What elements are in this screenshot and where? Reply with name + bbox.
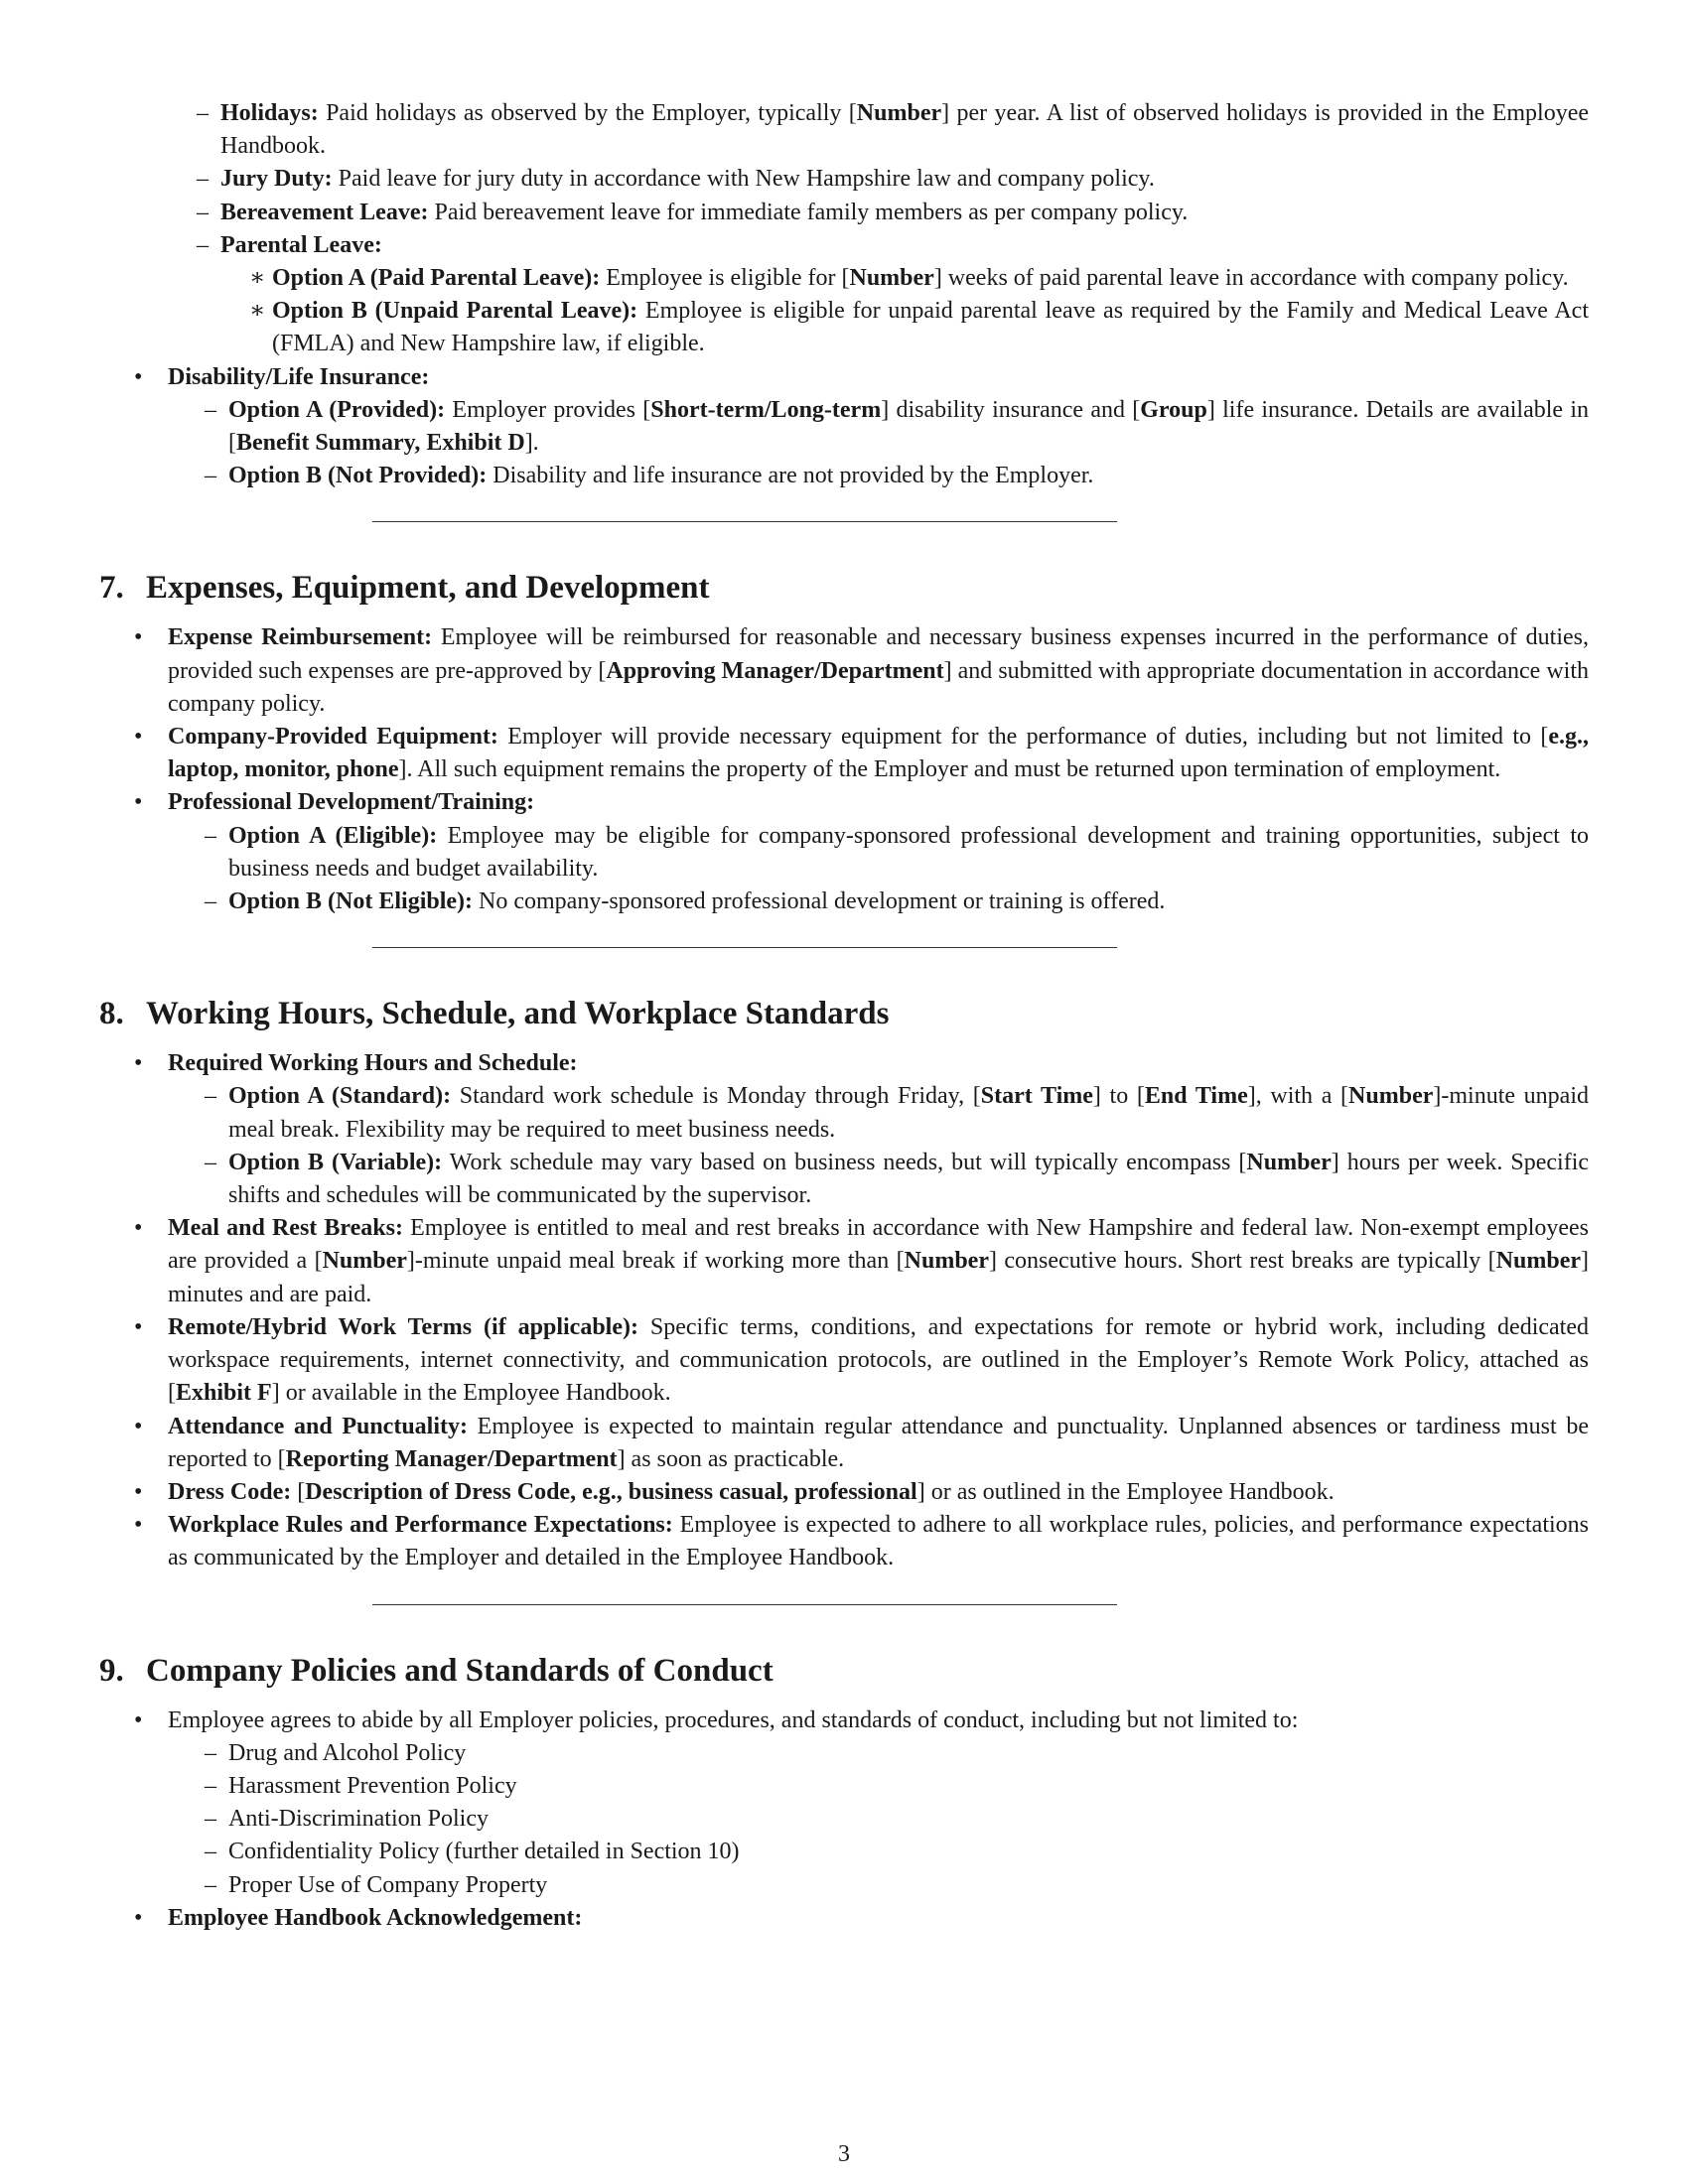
list-item: – Option B (Variable): Work schedule may vary based on business needs, but will typically encompass [Number] hours per week. Specific shifts and schedules will be communicated by the supervisor. (168, 1147, 1589, 1212)
section-heading: 7. Expenses, Equipment, and Development (99, 570, 710, 607)
list-item: • Workplace Rules and Performance Expectations: Employee is expected to adhere to all workplace rules, policies, and performance expectations as communicated by the Employer and detailed in the Employee Handbook. (99, 1509, 1589, 1574)
disability-options (168, 394, 1589, 493)
page-number: 3 (838, 2141, 850, 2167)
list-item: – Parental Leave: ∗ Option A (Paid Parental Leave): Employee is eligible for [Number] weeks of paid parental leave in accordance with company policy. ∗ Option B (Unpaid Parental Leave): Employee is eligible for unpaid parental leave as required by the Family and Medical Leave Act (FMLA) and New Hampshire law, if eligible. (160, 229, 1589, 361)
list-item: – Confidentiality Policy (further detailed in Section 10) (168, 1836, 1589, 1868)
list-item: ∗ Option A (Paid Parental Leave): Employee is eligible for [Number] weeks of paid parental leave in accordance with company policy. (220, 262, 1589, 295)
list-item: – Option A (Eligible): Employee may be eligible for company-sponsored professional development and training opportunities, subject to business needs and budget availability. (168, 820, 1589, 886)
list-item: • Professional Development/Training: – Option A (Eligible): Employee may be eligible for company-sponsored professional development and training opportunities, subject to business needs and budget availability. – Option B (Not Eligible): No company-sponsored professional development or training is offered. (99, 786, 1589, 918)
section-heading: 9. Company Policies and Standards of Conduct (99, 1652, 774, 1689)
list-item: – Option B (Not Provided): Disability and life insurance are not provided by the Employer. (168, 460, 1589, 492)
list-item: – Holidays: Paid holidays as observed by the Employer, typically [Number] per year. A list of observed holidays is provided in the Employee Handbook. (160, 97, 1589, 163)
list-item: • Disability/Life Insurance: – Option A (Provided): Employer provides [Short-term/Long-term] disability insurance and [Group] life insurance. Details are available in [Benefit Summary, Exhibit D]. – Option B (Not Provided): Disability and life insurance are not provided by the Employer. (99, 361, 1589, 493)
schedule-options (168, 1080, 1589, 1212)
section-divider (372, 947, 1117, 948)
list-item: – Option A (Standard): Standard work schedule is Monday through Friday, [Start Time] to [End Time], with a [Number]-minute unpaid meal break. Flexibility may be required to meet business needs. (168, 1080, 1589, 1146)
list-item: • Company-Provided Equipment: Employer will provide necessary equipment for the performance of duties, including but not limited to [e.g., laptop, monitor, phone]. All such equipment remains the property of the Employer and must be returned upon termination of employment. (99, 721, 1589, 786)
list-item: – Option B (Not Eligible): No company-sponsored professional development or training is offered. (168, 886, 1589, 918)
list-item: • Required Working Hours and Schedule: – Option A (Standard): Standard work schedule is Monday through Friday, [Start Time] to [End Time], with a [Number]-minute unpaid meal break. Flexibility may be required to meet business needs. – Option B (Variable): Work schedule may vary based on business needs, but will typically encompass [Number] hours per week. Specific shifts and schedules will be communicated by the supervisor. (99, 1047, 1589, 1212)
section-9-list (99, 1705, 1589, 1935)
leave-types-list (160, 97, 1589, 361)
section-7-list (99, 621, 1589, 918)
list-item: – Harassment Prevention Policy (168, 1770, 1589, 1803)
list-item: – Option A (Provided): Employer provides [Short-term/Long-term] disability insurance and [Group] life insurance. Details are available in [Benefit Summary, Exhibit D]. (168, 394, 1589, 460)
list-item: – Bereavement Leave: Paid bereavement leave for immediate family members as per company policy. (160, 197, 1589, 229)
list-item: • Meal and Rest Breaks: Employee is entitled to meal and rest breaks in accordance with New Hampshire and federal law. Non-exempt employees are provided a [Number]-minute unpaid meal break if working more than [Number] consecutive hours. Short rest breaks are typically [Number] minutes and are paid. (99, 1212, 1589, 1311)
list-item: – Proper Use of Company Property (168, 1869, 1589, 1902)
list-item: – Drug and Alcohol Policy (168, 1737, 1589, 1770)
list-item: – Anti-Discrimination Policy (168, 1803, 1589, 1836)
policy-list (168, 1737, 1589, 1902)
list-item: • Employee Handbook Acknowledgement: (99, 1902, 1589, 1935)
list-item: • Employee agrees to abide by all Employer policies, procedures, and standards of conduct, including but not limited to: – Drug and Alcohol Policy – Harassment Prevention Policy – Anti-Discrimination Policy – Confidentiality Policy (further detailed in Section 10) – Proper Use of Company Property (99, 1705, 1589, 1902)
list-item: • Remote/Hybrid Work Terms (if applicable): Specific terms, conditions, and expectations for remote or hybrid work, including dedicated workspace requirements, internet connectivity, and communication protocols, are outlined in the Employer’s Remote Work Policy, attached as [Exhibit F] or available in the Employee Handbook. (99, 1311, 1589, 1411)
list-item: – Jury Duty: Paid leave for jury duty in accordance with New Hampshire law and company policy. (160, 163, 1589, 196)
list-item: • Expense Reimbursement: Employee will be reimbursed for reasonable and necessary business expenses incurred in the performance of duties, provided such expenses are pre-approved by [Approving Manager/Department] and submitted with appropriate documentation in accordance with company policy. (99, 621, 1589, 721)
section-8-list (99, 1047, 1589, 1574)
section-divider (372, 1604, 1117, 1605)
page-content (99, 97, 1589, 1935)
list-item: • Attendance and Punctuality: Employee is expected to maintain regular attendance and punctuality. Unplanned absences or tardiness must be reported to [Reporting Manager/Department] as soon as practicable. (99, 1411, 1589, 1476)
list-item: • Dress Code: [Description of Dress Code, e.g., business casual, professional] or as outlined in the Employee Handbook. (99, 1476, 1589, 1509)
benefits-list (99, 361, 1589, 493)
section-heading: 8. Working Hours, Schedule, and Workplace Standards (99, 996, 890, 1032)
section-divider (372, 521, 1117, 522)
training-options (168, 820, 1589, 919)
list-item: ∗ Option B (Unpaid Parental Leave): Employee is eligible for unpaid parental leave as required by the Family and Medical Leave Act (FMLA) and New Hampshire law, if eligible. (220, 295, 1589, 360)
parental-leave-options (220, 262, 1589, 361)
